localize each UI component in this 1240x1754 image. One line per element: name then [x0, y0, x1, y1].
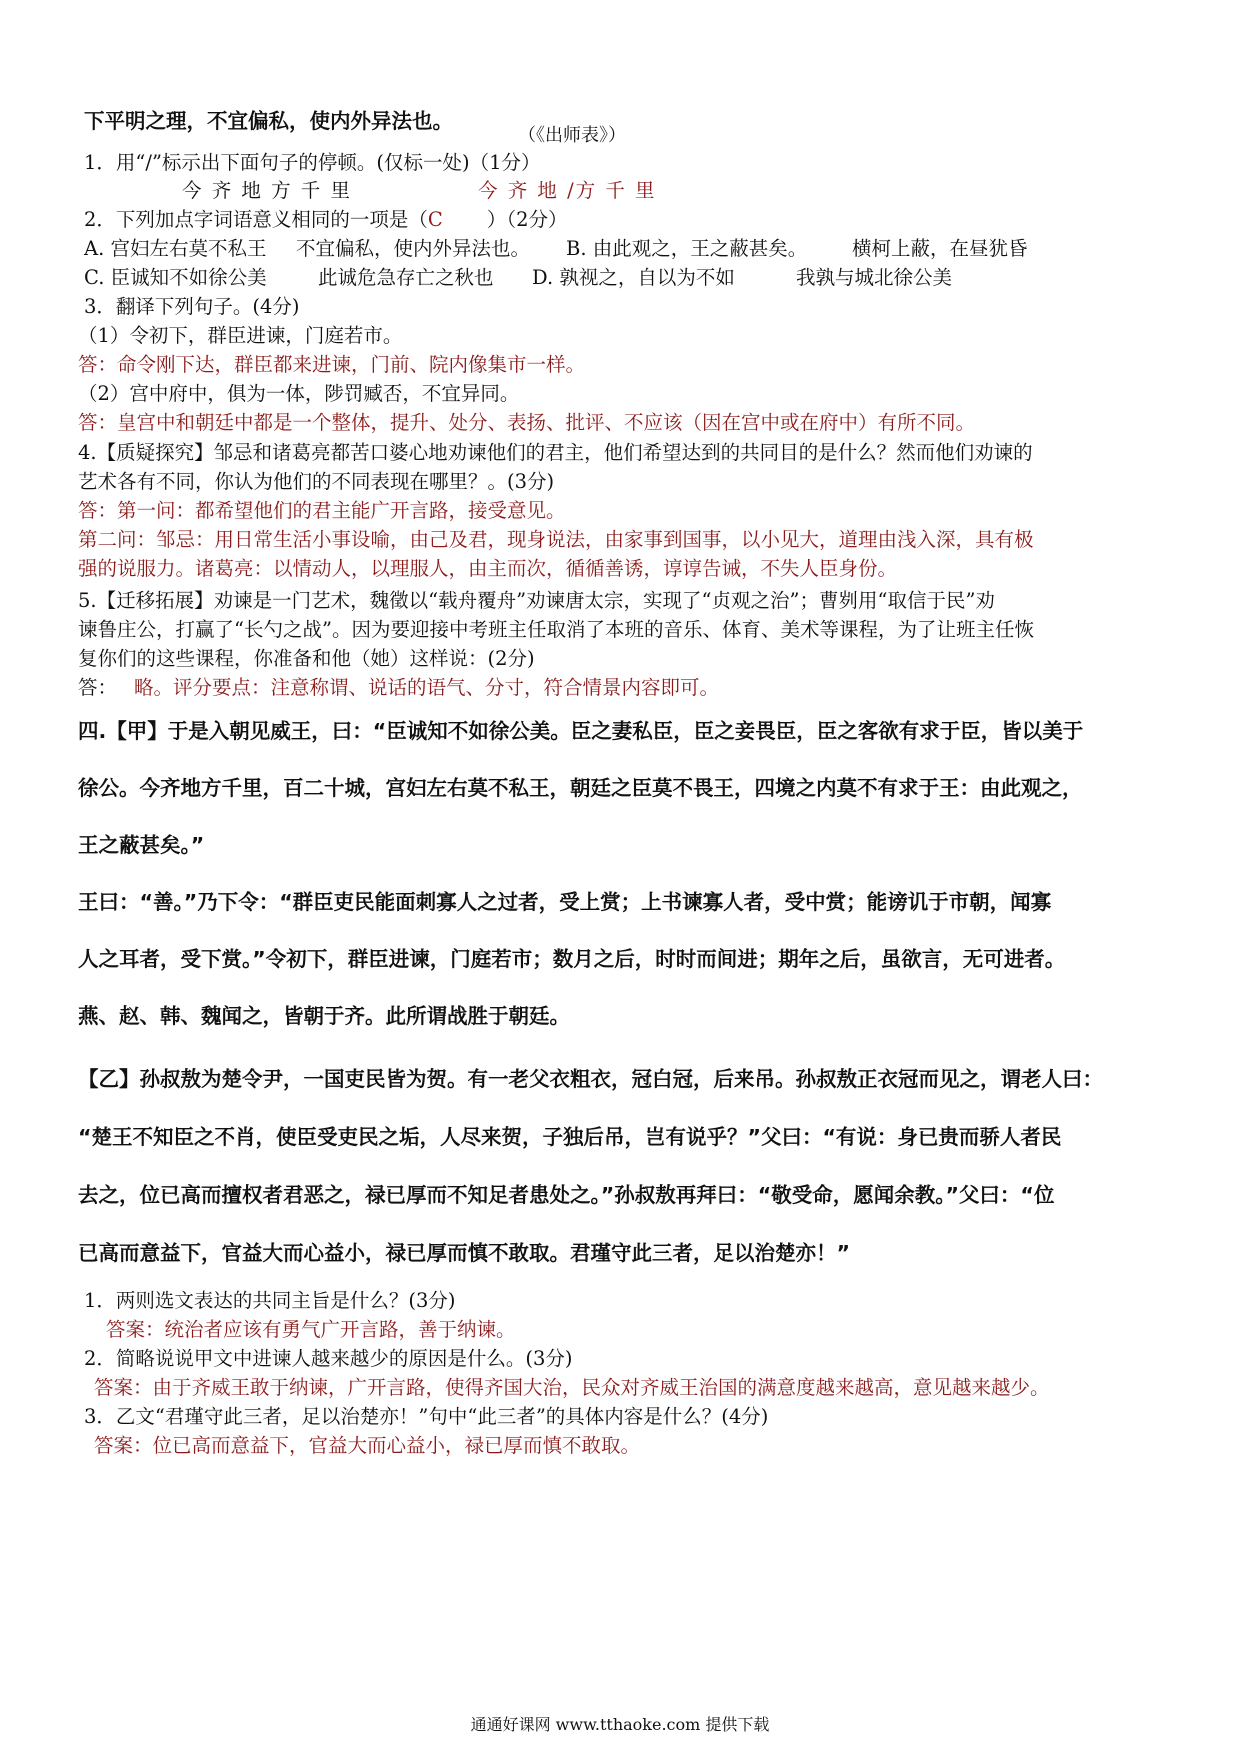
q2-option-b-1: B. 由此观之，王之蔽甚矣。: [566, 237, 808, 260]
final-question-1: 1．两则选文表达的共同主旨是什么？(3分): [84, 1289, 456, 1312]
question-1: 1．用“/”标示出下面句子的停顿。(仅标一处)（1分）: [84, 151, 541, 174]
final-question-3: 3．乙文“君瑾守此三者，足以治楚亦！”句中“此三者”的具体内容是什么？(4分): [84, 1405, 769, 1428]
question-5-line-2: 谏鲁庄公，打赢了“长勺之战”。因为要迎接中考班主任取消了本班的音乐、体育、美术等课程，为了让班主任恢: [78, 618, 1034, 641]
q2-option-b-2: 横柯上蔽，在昼犹昏: [852, 237, 1028, 260]
passage-yi-line: 去之，位已高而擅权者君恶之，禄已厚而不知足者患处之。”孙叔敖再拜曰：“敬受命，愿闻余教。”父曰：“位: [78, 1183, 1055, 1207]
question-5-line-3: 复你们的这些课程，你准备和他（她）这样说：(2分): [78, 647, 535, 670]
page-footer: 通通好课网 www.tthaoke.com 提供下载: [470, 1715, 770, 1734]
q3-sentence-2: （2）宫中府中，俱为一体，陟罚臧否，不宜异同。: [78, 382, 520, 405]
passage-yi-line: 已高而意益下，官益大而心益小，禄已厚而慎不敢取。君瑾守此三者，足以治楚亦！”: [78, 1241, 850, 1265]
question-3: 3．翻译下列句子。(4分): [84, 295, 300, 318]
final-answer-2: 答案：由于齐威王敢于纳谏，广开言路，使得齐国大治，民众对齐威王治国的满意度越来越高，意见越来越少。: [94, 1376, 1050, 1399]
q5-answer-label: 答：: [78, 676, 118, 699]
question-2: [84, 207, 568, 233]
passage-jia-line: 燕、赵、韩、魏闻之，皆朝于齐。此所谓战胜于朝廷。: [78, 1004, 570, 1028]
q2-option-a-1: A. 宫妇左右莫不私王: [84, 237, 267, 260]
q2-prefix: 2．下列加点字词语意义相同的一项是（: [84, 208, 428, 231]
q2-option-a-2: 不宜偏私，使内外异法也。: [296, 237, 531, 260]
q4-answer-1: 答：第一问：都希望他们的君主能广开言路，接受意见。: [78, 499, 566, 522]
q2-option-d-1: D. 孰视之，自以为不如: [532, 266, 735, 289]
passage-yi-line: “楚王不知臣之不肖，使臣受吏民之垢，人尽来贺，子独后吊，岂有说乎？”父曰：“有说：身已贵而骄人者民: [78, 1125, 1062, 1149]
q2-option-c-1: C. 臣诚知不如徐公美: [84, 266, 267, 289]
q5-answer: 略。评分要点：注意称谓、说话的语气、分寸，符合情景内容即可。: [134, 676, 720, 699]
q1-answer: 今 齐 地 /方 千 里: [478, 179, 657, 202]
question-5-line-1: 5.【迁移拓展】劝谏是一门艺术，魏徵以“载舟覆舟”劝谏唐太宗，实现了“贞观之治”；曹刿用“取信于民”劝: [78, 589, 995, 612]
source-citation: （《出师表》）: [518, 125, 626, 146]
q4-answer-3: 强的说服力。诸葛亮：以情动人，以理服人，由主而次，循循善诱，谆谆告诫，不失人臣身份。: [78, 557, 898, 580]
passage-line: 下平明之理，不宜偏私，使内外异法也。: [84, 109, 453, 133]
question-4-line-2: 艺术各有不同，你认为他们的不同表现在哪里？。(3分): [78, 470, 555, 493]
passage-jia-line: 王曰：“善。”乃下令：“群臣吏民能面刺寡人之过者，受上赏；上书谏寡人者，受中赏；能谤讥于市朝，闻寡: [78, 890, 1052, 914]
passage-jia-line: 四.【甲】于是入朝见威王，曰：“臣诚知不如徐公美。臣之妻私臣，臣之妾畏臣，臣之客欲有求于臣，皆以美于: [78, 719, 1084, 743]
question-4-line-1: 4.【质疑探究】邹忌和诸葛亮都苦口婆心地劝谏他们的君主，他们希望达到的共同目的是什么？然而他们劝谏的: [78, 441, 1033, 464]
q2-suffix: ）（2分）: [486, 208, 568, 231]
passage-jia-line: 徐公。今齐地方千里，百二十城，宫妇左右莫不私王，朝廷之臣莫不畏王，四境之内莫不有求于王：由此观之，: [78, 776, 1083, 800]
passage-jia-line: 王之蔽甚矣。”: [78, 833, 205, 857]
q2-option-c-2: 此诚危急存亡之秋也: [318, 266, 494, 289]
q3-answer-2: 答：皇宫中和朝廷中都是一个整体，提升、处分、表扬、批评、不应该（因在宫中或在府中）有所不同。: [78, 411, 976, 434]
q3-sentence-1: （1）令初下，群臣进谏，门庭若市。: [78, 324, 403, 347]
final-answer-1: 答案：统治者应该有勇气广开言路，善于纳谏。: [106, 1318, 516, 1341]
passage-jia-line: 人之耳者，受下赏。”令初下，群臣进谏，门庭若市；数月之后，时时而间进；期年之后，虽欲言，无可进者。: [78, 947, 1066, 971]
q2-option-d-2: 我孰与城北徐公美: [796, 266, 953, 289]
q4-answer-2: 第二问：邹忌：用日常生活小事设喻，由己及君，现身说法，由家事到国事，以小见大，道理由浅入深，具有极: [78, 528, 1034, 551]
final-question-2: 2．简略说说甲文中进谏人越来越少的原因是什么。(3分): [84, 1347, 573, 1370]
q3-answer-1: 答：命令刚下达，群臣都来进谏，门前、院内像集市一样。: [78, 353, 586, 376]
q1-sentence: 今 齐 地 方 千 里: [182, 179, 352, 202]
final-answer-3: 答案：位已高而意益下，官益大而心益小，禄已厚而慎不敢取。: [94, 1434, 641, 1457]
passage-yi-line: 【乙】孙叔敖为楚令尹，一国吏民皆为贺。有一老父衣粗衣，冠白冠，后来吊。孙叔敖正衣冠而见之，谓老人曰：: [78, 1067, 1103, 1091]
q2-answer: C: [427, 208, 443, 231]
